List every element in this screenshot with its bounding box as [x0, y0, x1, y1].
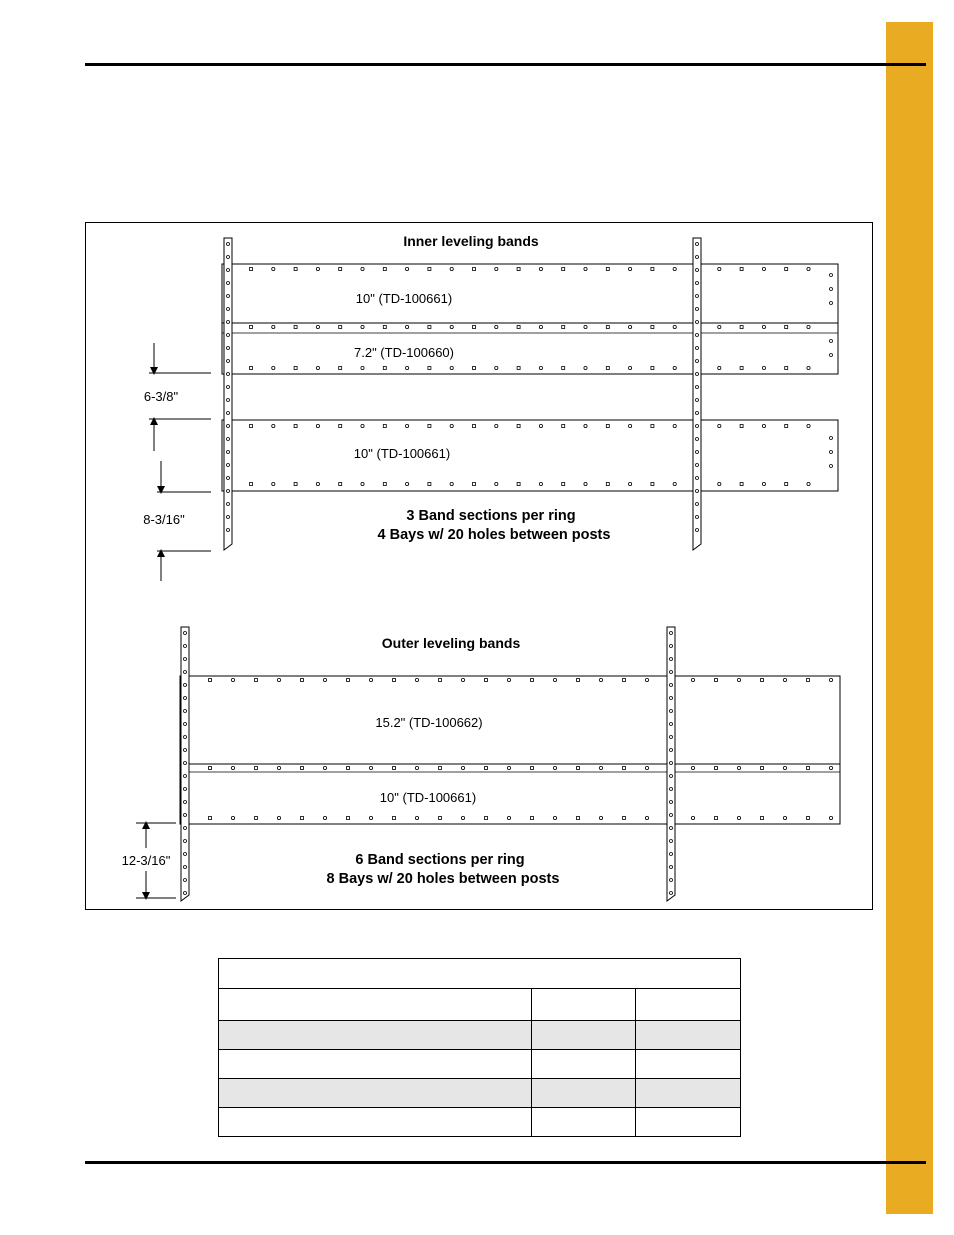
bolt-hole	[562, 268, 565, 271]
bolt-hole	[807, 366, 810, 369]
header-rule	[85, 63, 926, 66]
bolt-hole	[339, 367, 342, 370]
inner-dimension-arrows	[149, 343, 211, 581]
bolt-hole	[673, 482, 676, 485]
bolt-hole	[807, 482, 810, 485]
bolt-hole	[209, 679, 212, 682]
bolt-hole	[762, 325, 765, 328]
inner-band-bottom-label: 10" (TD-100661)	[353, 446, 451, 461]
bolt-hole	[829, 766, 832, 769]
bolt-hole	[231, 678, 234, 681]
bolt-hole	[623, 817, 626, 820]
bolt-hole	[539, 482, 542, 485]
bolt-hole	[272, 366, 275, 369]
bolt-hole	[383, 425, 386, 428]
bolt-hole	[606, 367, 609, 370]
bolt-hole	[339, 483, 342, 486]
bolt-hole	[272, 424, 275, 427]
bolt-hole	[629, 424, 632, 427]
bolt-hole	[577, 817, 580, 820]
inner-dimension-lower: 8-3/16"	[143, 512, 185, 527]
bolt-hole	[383, 367, 386, 370]
bolt-hole	[715, 817, 718, 820]
bolt-hole	[347, 767, 350, 770]
bolt-hole	[406, 325, 409, 328]
bolt-hole	[623, 679, 626, 682]
bolt-hole	[339, 326, 342, 329]
bolt-hole	[740, 367, 743, 370]
bolt-hole	[250, 367, 253, 370]
bolt-hole	[584, 267, 587, 270]
band-section	[180, 764, 840, 824]
bolt-hole	[406, 482, 409, 485]
bolt-hole	[255, 767, 258, 770]
bolt-hole	[830, 451, 833, 454]
bolt-hole	[406, 267, 409, 270]
bolt-hole	[517, 483, 520, 486]
bolt-hole	[673, 366, 676, 369]
leveling-bands-diagram	[86, 223, 874, 911]
band-section	[222, 420, 838, 491]
bolt-hole	[629, 366, 632, 369]
bolt-hole	[209, 817, 212, 820]
bolt-hole	[316, 366, 319, 369]
bolt-hole	[762, 424, 765, 427]
bolt-hole	[294, 483, 297, 486]
bolt-hole	[316, 267, 319, 270]
bolt-hole	[473, 483, 476, 486]
bolt-hole	[323, 678, 326, 681]
bolt-hole	[673, 325, 676, 328]
bolt-hole	[428, 483, 431, 486]
bolt-hole	[415, 678, 418, 681]
table-header-row	[219, 988, 740, 1020]
parts-table	[218, 958, 741, 1137]
bolt-hole	[673, 424, 676, 427]
bolt-hole	[428, 367, 431, 370]
outer-dimension: 12-3/16"	[121, 853, 171, 868]
bolt-hole	[539, 366, 542, 369]
bolt-hole	[606, 268, 609, 271]
bolt-hole	[347, 679, 350, 682]
bolt-hole	[415, 766, 418, 769]
bolt-hole	[439, 817, 442, 820]
bolt-hole	[231, 766, 234, 769]
bolt-hole	[584, 424, 587, 427]
inner-note-line2: 4 Bays w/ 20 holes between posts	[377, 527, 611, 543]
bolt-hole	[339, 268, 342, 271]
bolt-hole	[393, 767, 396, 770]
bolt-hole	[323, 766, 326, 769]
bolt-hole	[531, 767, 534, 770]
bolt-hole	[562, 367, 565, 370]
vertical-post	[667, 627, 675, 901]
bolt-hole	[785, 268, 788, 271]
bolt-hole	[830, 302, 833, 305]
outer-band-bottom-label: 10" (TD-100661)	[379, 790, 477, 805]
bolt-hole	[651, 326, 654, 329]
bolt-hole	[562, 326, 565, 329]
bolt-hole	[495, 482, 498, 485]
bolt-hole	[562, 483, 565, 486]
bolt-hole	[718, 267, 721, 270]
bolt-hole	[316, 325, 319, 328]
bolt-hole	[599, 678, 602, 681]
bolt-hole	[740, 326, 743, 329]
bolt-hole	[584, 325, 587, 328]
table-column-divider	[531, 988, 532, 1136]
bolt-hole	[361, 366, 364, 369]
bolt-hole	[277, 816, 280, 819]
bolt-hole	[629, 482, 632, 485]
bolt-hole	[539, 325, 542, 328]
bolt-hole	[507, 678, 510, 681]
bolt-hole	[807, 679, 810, 682]
bolt-hole	[761, 679, 764, 682]
bolt-hole	[606, 326, 609, 329]
bolt-hole	[450, 482, 453, 485]
bolt-hole	[715, 767, 718, 770]
inner-dimension-upper: 6-3/8"	[143, 389, 179, 404]
bolt-hole	[277, 766, 280, 769]
bolt-hole	[737, 816, 740, 819]
bolt-hole	[250, 326, 253, 329]
bolt-hole	[651, 367, 654, 370]
inner-band-mid-label: 7.2" (TD-100660)	[354, 345, 454, 360]
bolt-hole	[383, 483, 386, 486]
bolt-hole	[830, 465, 833, 468]
bolt-hole	[439, 679, 442, 682]
bolt-hole	[807, 424, 810, 427]
bolt-hole	[361, 325, 364, 328]
bolt-hole	[316, 482, 319, 485]
bolt-hole	[250, 268, 253, 271]
table-row	[219, 1107, 740, 1136]
bolt-hole	[517, 268, 520, 271]
band-section	[222, 264, 838, 323]
bolt-hole	[323, 816, 326, 819]
bolt-hole	[737, 678, 740, 681]
bolt-hole	[255, 679, 258, 682]
bolt-hole	[495, 424, 498, 427]
bolt-hole	[250, 425, 253, 428]
bolt-hole	[539, 267, 542, 270]
bolt-hole	[406, 366, 409, 369]
bolt-hole	[761, 817, 764, 820]
bolt-hole	[807, 767, 810, 770]
bolt-hole	[461, 678, 464, 681]
bolt-hole	[718, 482, 721, 485]
bolt-hole	[830, 437, 833, 440]
bolt-hole	[785, 367, 788, 370]
bolt-hole	[473, 268, 476, 271]
bolt-hole	[347, 817, 350, 820]
bolt-hole	[783, 766, 786, 769]
bolt-hole	[428, 425, 431, 428]
bolt-hole	[623, 767, 626, 770]
outer-title: Outer leveling bands	[381, 635, 521, 651]
bolt-hole	[651, 268, 654, 271]
band-section	[222, 323, 838, 374]
bolt-hole	[785, 483, 788, 486]
bolt-hole	[599, 816, 602, 819]
inner-band-top-label: 10" (TD-100661)	[355, 291, 453, 306]
outer-band-top-label: 15.2" (TD-100662)	[375, 715, 483, 730]
bolt-hole	[673, 267, 676, 270]
bolt-hole	[829, 678, 832, 681]
bolt-hole	[718, 366, 721, 369]
bolt-hole	[783, 816, 786, 819]
bolt-hole	[485, 679, 488, 682]
bolt-hole	[316, 424, 319, 427]
bolt-hole	[562, 425, 565, 428]
bolt-hole	[762, 267, 765, 270]
bolt-hole	[715, 679, 718, 682]
bolt-hole	[830, 288, 833, 291]
bolt-hole	[830, 340, 833, 343]
bolt-hole	[651, 483, 654, 486]
bolt-hole	[473, 367, 476, 370]
bolt-hole	[369, 816, 372, 819]
bolt-hole	[272, 482, 275, 485]
bolt-hole	[383, 326, 386, 329]
bolt-hole	[255, 817, 258, 820]
bolt-hole	[740, 268, 743, 271]
bolt-hole	[740, 483, 743, 486]
bolt-hole	[531, 679, 534, 682]
bolt-hole	[517, 425, 520, 428]
bolt-hole	[553, 816, 556, 819]
bolt-hole	[553, 766, 556, 769]
bolt-hole	[691, 816, 694, 819]
bolt-hole	[531, 817, 534, 820]
bolt-hole	[645, 816, 648, 819]
inner-title: Inner leveling bands	[403, 233, 539, 249]
bolt-hole	[517, 326, 520, 329]
bolt-hole	[507, 766, 510, 769]
bolt-hole	[339, 425, 342, 428]
bolt-hole	[231, 816, 234, 819]
bolt-hole	[762, 482, 765, 485]
bolt-hole	[277, 678, 280, 681]
bolt-hole	[450, 267, 453, 270]
bolt-hole	[599, 766, 602, 769]
bolt-hole	[294, 425, 297, 428]
bolt-hole	[645, 766, 648, 769]
bolt-hole	[606, 483, 609, 486]
bolt-hole	[428, 326, 431, 329]
table-row	[219, 1078, 740, 1107]
bolt-hole	[301, 817, 304, 820]
bolt-hole	[361, 482, 364, 485]
bolt-hole	[301, 767, 304, 770]
bolt-hole	[718, 325, 721, 328]
bolt-hole	[428, 268, 431, 271]
bolt-hole	[718, 424, 721, 427]
bolt-hole	[740, 425, 743, 428]
band-section	[180, 676, 840, 764]
bolt-hole	[807, 817, 810, 820]
bolt-hole	[294, 326, 297, 329]
bolt-hole	[577, 767, 580, 770]
table-row	[219, 1049, 740, 1078]
bolt-hole	[450, 366, 453, 369]
bolt-hole	[807, 325, 810, 328]
bolt-hole	[361, 424, 364, 427]
bolt-hole	[691, 678, 694, 681]
bolt-hole	[495, 325, 498, 328]
bolt-hole	[807, 267, 810, 270]
bolt-hole	[645, 678, 648, 681]
bolt-hole	[473, 326, 476, 329]
bolt-hole	[393, 679, 396, 682]
bolt-hole	[553, 678, 556, 681]
bolt-hole	[369, 678, 372, 681]
bolt-hole	[294, 367, 297, 370]
bolt-hole	[830, 274, 833, 277]
bolt-hole	[761, 767, 764, 770]
bolt-hole	[507, 816, 510, 819]
bolt-hole	[485, 767, 488, 770]
bolt-hole	[539, 424, 542, 427]
bolt-hole	[209, 767, 212, 770]
inner-note-line1: 3 Band sections per ring	[406, 508, 576, 524]
bolt-hole	[439, 767, 442, 770]
bolt-hole	[584, 366, 587, 369]
outer-note-line1: 6 Band sections per ring	[355, 852, 525, 868]
bolt-hole	[361, 267, 364, 270]
bolt-hole	[461, 766, 464, 769]
bolt-hole	[762, 366, 765, 369]
table-row	[219, 1020, 740, 1049]
bolt-hole	[629, 267, 632, 270]
bolt-hole	[272, 325, 275, 328]
chapter-side-tab	[886, 22, 933, 1214]
table-column-divider	[635, 988, 636, 1136]
bolt-hole	[369, 766, 372, 769]
bolt-hole	[785, 326, 788, 329]
bolt-hole	[406, 424, 409, 427]
bolt-hole	[450, 325, 453, 328]
bolt-hole	[485, 817, 488, 820]
bolt-hole	[393, 817, 396, 820]
bolt-hole	[785, 425, 788, 428]
bolt-hole	[629, 325, 632, 328]
bolt-hole	[829, 816, 832, 819]
bolt-hole	[301, 679, 304, 682]
bolt-hole	[294, 268, 297, 271]
bolt-hole	[651, 425, 654, 428]
inner-leveling-bands-diagram	[222, 238, 838, 550]
bolt-hole	[383, 268, 386, 271]
bolt-hole	[473, 425, 476, 428]
bolt-hole	[495, 366, 498, 369]
bolt-hole	[606, 425, 609, 428]
bolt-hole	[584, 482, 587, 485]
bolt-hole	[250, 483, 253, 486]
bolt-hole	[450, 424, 453, 427]
bolt-hole	[737, 766, 740, 769]
bolt-hole	[691, 766, 694, 769]
bolt-hole	[272, 267, 275, 270]
bolt-hole	[495, 267, 498, 270]
footer-rule	[85, 1161, 926, 1164]
leveling-bands-figure	[85, 222, 873, 910]
bolt-hole	[415, 816, 418, 819]
bolt-hole	[517, 367, 520, 370]
bolt-hole	[783, 678, 786, 681]
bolt-hole	[830, 354, 833, 357]
vertical-post	[181, 627, 189, 901]
bolt-hole	[577, 679, 580, 682]
outer-note-line2: 8 Bays w/ 20 holes between posts	[326, 871, 560, 887]
bolt-hole	[461, 816, 464, 819]
